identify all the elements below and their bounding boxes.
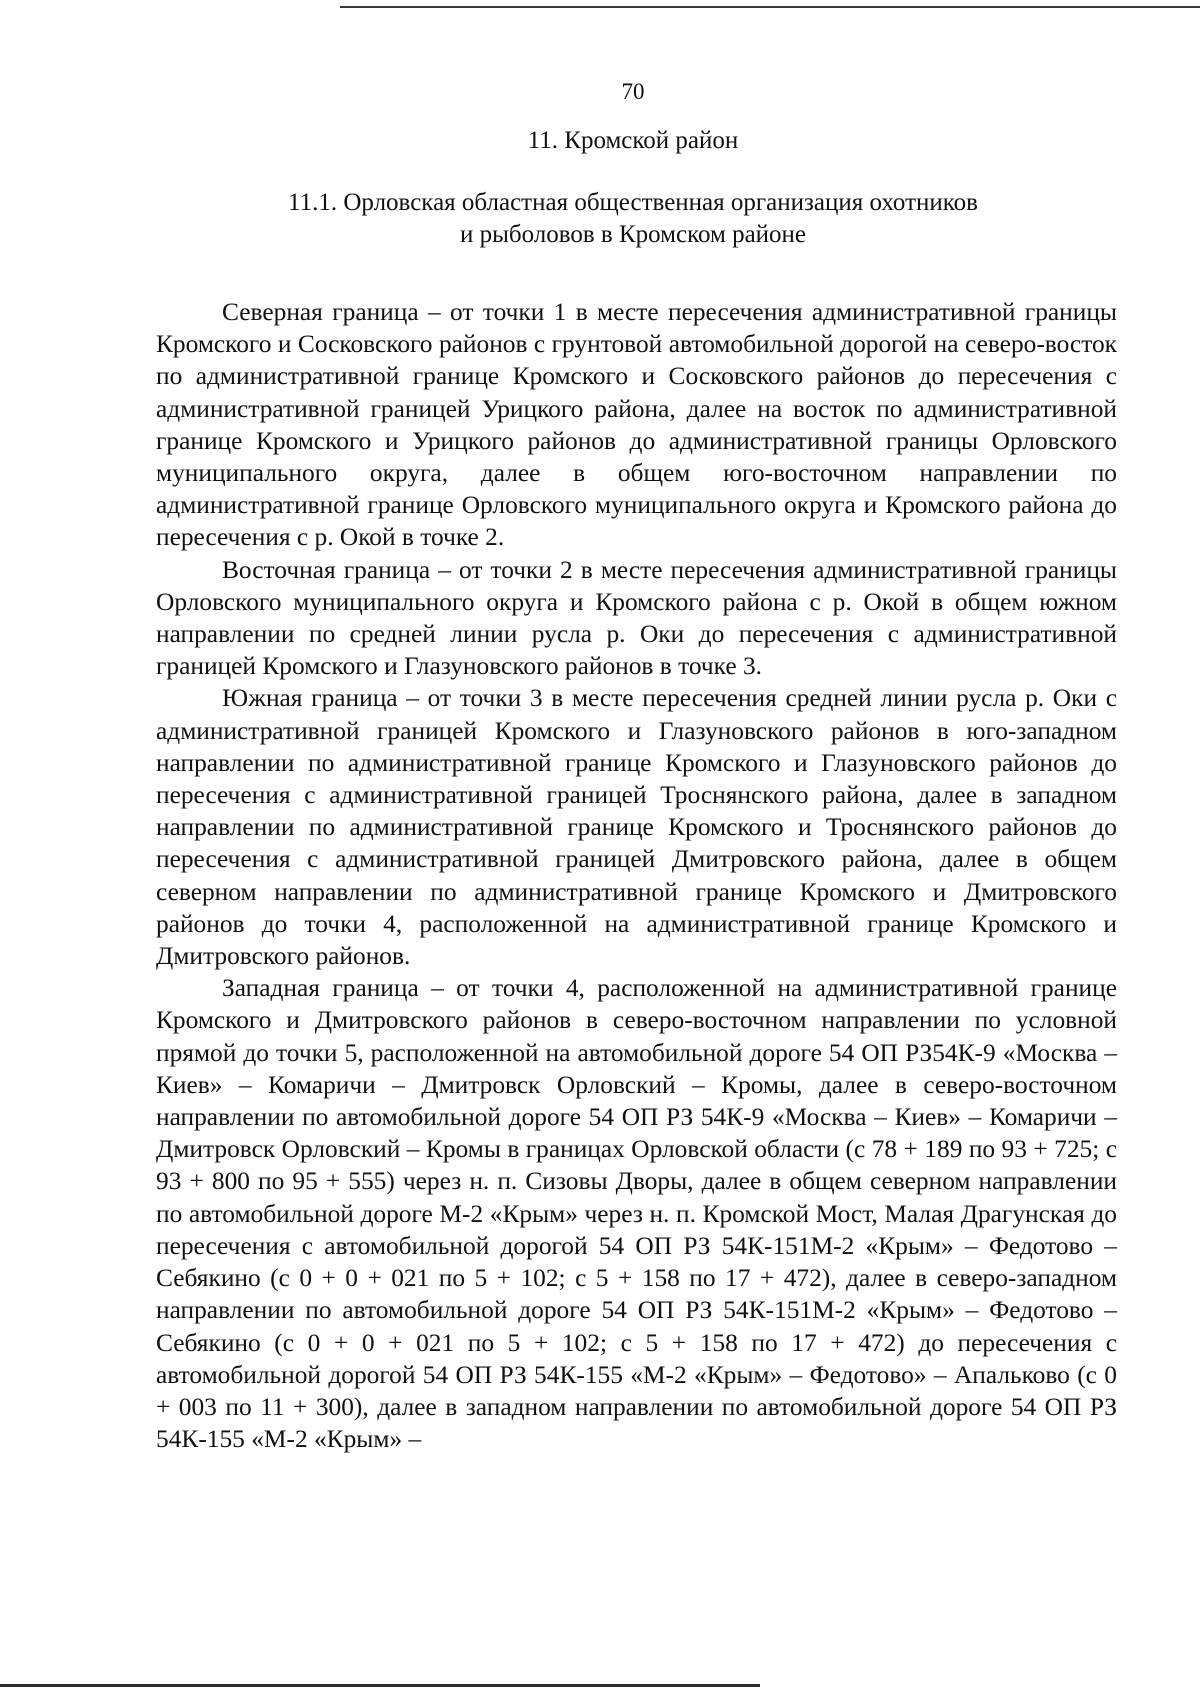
paragraph-northern-border: Северная граница – от точки 1 в месте пересечения административной границы Кромского и Сосковского районов с грунтовой автомобильной дорогой на северо-восток по административной границе Кромского и Сосковского районов до пересечения с административной границей Урицкого района, далее на восток по административной границе Кромского и Урицкого районов до административной границы Орловского муниципального округа, далее в общем юго-восточном направлении по административной границе Орловского муниципального округа и Кромского района до пересечения с р. Окой в точке 2.	[156, 298, 1117, 552]
scan-edge-bottom	[0, 1684, 760, 1687]
section-title: 11. Кромской район	[527, 127, 739, 154]
document-body	[156, 296, 1117, 1455]
page-number: 70	[621, 79, 645, 104]
subsection-title-line-1: 11.1. Орловская областная общественная организация охотников	[288, 189, 978, 216]
paragraph-eastern-border: Восточная граница – от точки 2 в месте пересечения административной границы Орловского муниципального округа и Кромского района с р. Окой в общем южном направлении по средней линии русла р. Оки до пересечения с административной границей Кромского и Глазуновского районов в точке 3.	[156, 555, 1117, 681]
scan-edge-top	[340, 6, 1200, 8]
subsection-title	[0, 187, 1200, 251]
subsection-title-line-2: и рыболовов в Кромском районе	[459, 221, 807, 248]
paragraph-western-border: Западная граница – от точки 4, расположенной на административной границе Кромского и Дмитровского районов в северо-восточном направлении по условной прямой до точки 5, расположенной на автомобильной дороге 54 ОП РЗ54К-9 «Москва – Киев» – Комаричи – Дмитровск Орловский – Кромы, далее в северо-восточном направлении по автомобильной дороге 54 ОП РЗ 54К-9 «Москва – Киев» – Комаричи – Дмитровск Орловский – Кромы в границах Орловской области (с 78 + 189 по 93 + 725; с 93 + 800 по 95 + 555) через н. п. Сизовы Дворы, далее в общем северном направлении по автомобильной дороге М-2 «Крым» через н. п. Кромской Мост, Малая Драгунская до пересечения с автомобильной дорогой 54 ОП РЗ 54К-151М-2 «Крым» – Федотово – Себякино (с 0 + 0 + 021 по 5 + 102; с 5 + 158 по 17 + 472), далее в северо-западном направлении по автомобильной дороге 54 ОП РЗ 54К-151М-2 «Крым» – Федотово – Себякино (с 0 + 0 + 021 по 5 + 102; с 5 + 158 по 17 + 472) до пересечения с автомобильной дорогой 54 ОП РЗ 54К-155 «М-2 «Крым» – Федотово» – Апальково (с 0 + 003 по 11 + 300), далее в западном направлении по автомобильной дороге 54 ОП РЗ 54К-155 «М-2 «Крым» –	[156, 974, 1117, 1454]
paragraph-southern-border: Южная граница – от точки 3 в месте пересечения средней линии русла р. Оки с административной границей Кромского и Глазуновского районов в юго-западном направлении по административной границе Кромского и Глазуновского районов до пересечения с административной границей Троснянского района, далее в западном направлении по административной границе Кромского и Троснянского районов до пересечения с административной границей Дмитровского района, далее в общем северном направлении по административной границе Кромского и Дмитровского районов до точки 4, расположенной на административной границе Кромского и Дмитровского районов.	[156, 684, 1117, 971]
